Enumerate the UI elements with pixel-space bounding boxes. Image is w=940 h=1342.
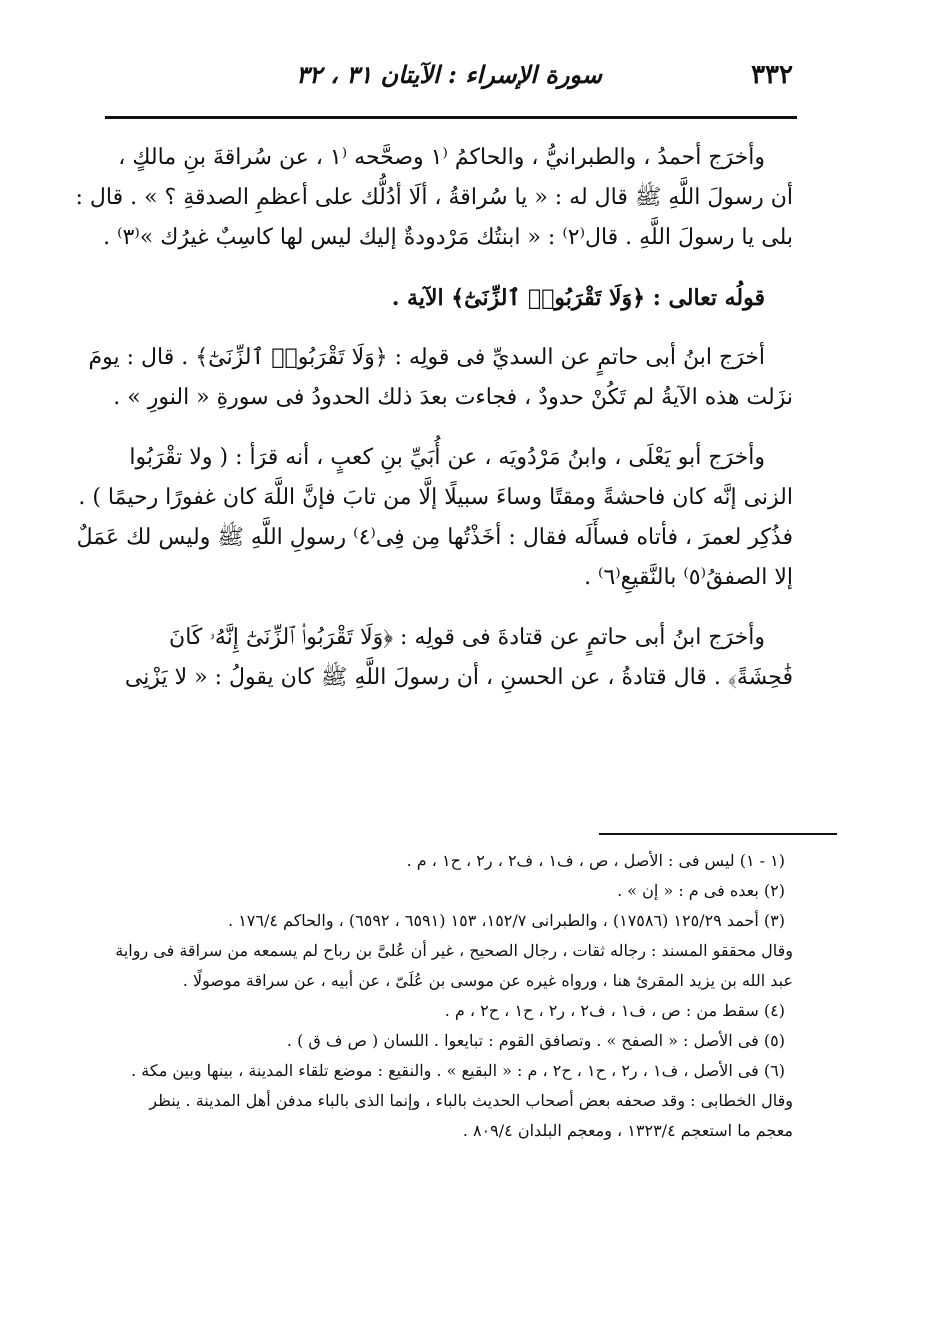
text-line: وأخرَج ابنُ أبى حاتمٍ عن قتادةَ فى قولِه : ﴿وَلَا تَقْرَبُوا۟ ٱلزِّنَىٰٓ إِنَّهُۥ كَانَ [169,625,765,650]
footnote [105,906,793,996]
footnote-line: (١ - ١) ليس فى : الأصل ، ص ، ف١ ، ف٢ ، ر٢ ، ح١ ، م . [406,851,785,870]
text-line: الزنى إنَّه كان فاحشةً ومقتًا وساءَ سبيلًا إلَّا من تابَ فإنَّ اللَّهَ كان غفورًا رحيمًا ) . [78,485,793,510]
footnote [105,996,793,1026]
footnote-line: (٦) فى الأصل ، ف١ ، ر٢ ، ح١ ، ح٢ ، م : « البقيع » . والنقيع : موضع تلقاء المدينة ، بينها وبين مكة . [131,1061,785,1080]
text-line: وأخرَج أبو يَعْلَى ، وابنُ مَرْدُويَه ، عن أُبَيِّ بنِ كعبٍ ، أنه قرَأ : ( ولا تقْرَبُوا [129,445,765,470]
footnote-line: (٥) فى الأصل : « الصفح » . وتصافق القوم : تبايعوا . اللسان ( ص ف ق ) . [286,1031,785,1050]
footnote-line: (٤) سقط من : ص ، ف١ ، ف٢ ، ر٢ ، ح١ ، ح٢ ، م . [444,1001,785,1020]
paragraph [75,138,793,258]
heading-line: قولُه تعالى : ﴿وَلَا تَقْرَبُوا۟ ٱلزِّنَىٰٓ﴾ الآية . [391,285,765,311]
text-line: أخرَج ابنُ أبى حاتمٍ عن السديِّ فى قولِه : ﴿وَلَا تَقْرَبُوا۟ ٱلزِّنَىٰٓ﴾ . قال : يومَ [88,345,765,370]
header-divider [105,116,797,119]
text-line: فذُكِر لعمرَ ، فأتاه فسأَلَه فقال : أخَذْتُها مِن فِى⁽٤⁾ رسولِ اللَّهِ ﷺ وليس لك عَمَلٌ [76,525,793,550]
footnote [105,1056,793,1146]
footnote-line: معجم ما استعجم ١٣٢٣/٤ ، ومعجم البلدان ٨٠٩/٤ . [462,1121,793,1140]
paragraph [76,438,793,598]
page-number: ٣٣٢ [751,60,793,90]
text-line: إلا الصفقُ⁽٥⁾ بالنَّقيعِ⁽٦⁾ . [584,565,793,590]
paragraph [105,618,793,698]
text-line: وأخرَج أحمدُ ، والطبرانيُّ ، والحاكمُ ⁽١ وصحَّحه ⁽١ ، عن سُراقةَ بنِ مالكٍ ، [118,145,765,170]
text-line: بلى يا رسولَ اللَّهِ . قال⁽٢⁾ : « ابنتُك مَرْدودةٌ إليك ليس لها كاسِبٌ غيرُك »⁽٣⁾ . [103,225,793,250]
footnote [105,876,793,906]
footnote-line: وقال محققو المسند : رجاله ثقات ، رجال الصحيح ، غير أن عُلىَّ بن رباح لم يسمعه من سراقة فى رواية [115,941,793,960]
footnote-line: عبد الله بن يزيد المقرئ هنا ، ورواه غيره عن موسى بن عُلَىّ ، عن أبيه ، عن سراقة موصولًا . [182,971,793,990]
verse-heading [105,278,793,318]
text-line: فَٰحِشَةً﴾ . قال قتادةُ ، عن الحسنِ ، أن رسولَ اللَّهِ ﷺ كان يقولُ : « لا يَزْنِى [124,665,793,690]
paragraph [88,338,793,418]
text-line: أن رسولَ اللَّهِ ﷺ قال له : « يا سُراقةُ ، ألَا أدُلُّك على أعظمِ الصدقةِ ؟ » . قال : [75,185,793,210]
text-line: نزَلت هذه الآيةُ لم تَكُنْ حدودٌ ، فجاءت بعدَ ذلك الحدودُ فى سورةِ « النورِ » . [113,385,793,410]
footnote-divider [599,833,837,835]
main-text [75,138,793,718]
footnote-line: (٢) بعده فى م : « إن » . [617,881,785,900]
footnotes [105,846,793,1146]
footnote-line: وقال الخطابى : وقد صحفه بعض أصحاب الحديث بالباء ، وإنما الذى بالباء مدفن أهل المدينة . ينظر [149,1091,793,1110]
footnote-line: (٣) أحمد ١٢٥/٢٩ (١٧٥٨٦) ، والطبرانى ١٥٢/٧، ١٥٣ (٦٥٩١ ، ٦٥٩٢) ، والحاكم ١٧٦/٤ . [228,911,785,930]
footnote [105,846,793,876]
footnote [105,1026,793,1056]
page-header [105,58,793,102]
running-head: سورة الإسراء : الآيتان ٣١ ، ٣٢ [296,60,602,89]
